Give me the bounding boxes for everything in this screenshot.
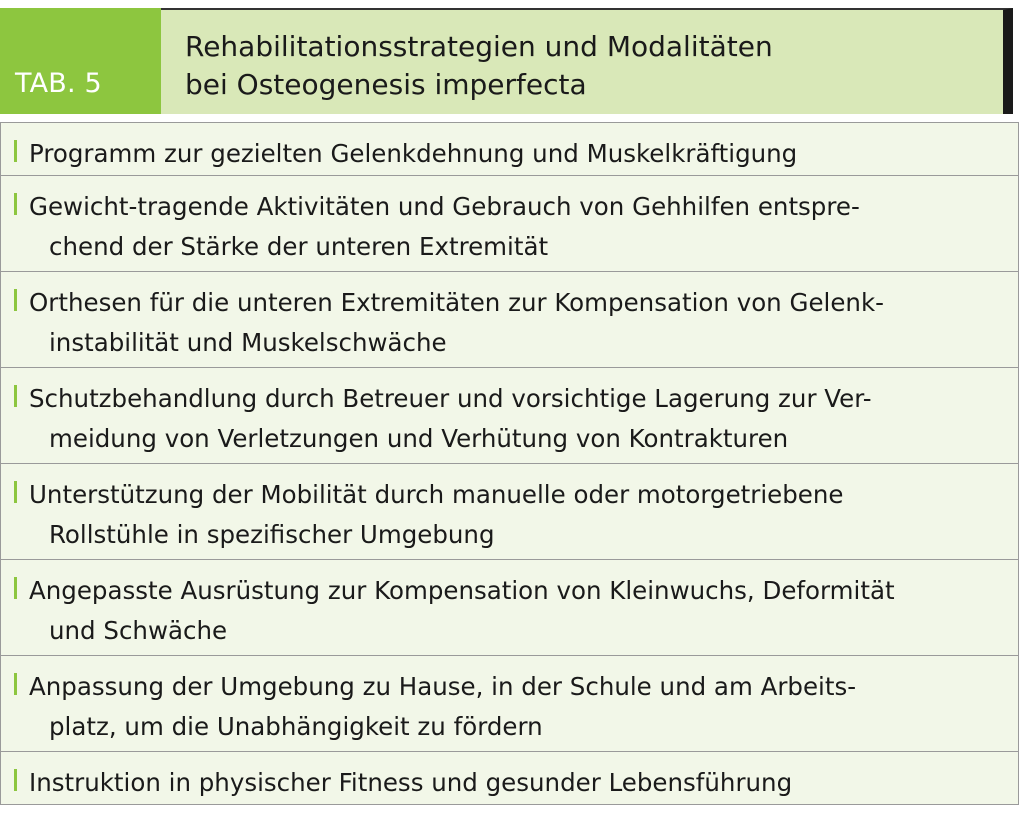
bullet-bar <box>14 577 17 599</box>
bullet-bar <box>14 385 17 407</box>
row-text-line-1: Programm zur gezielten Gelenkdehnung und Muskelkräftigung <box>29 139 798 168</box>
row-text-line-1: Unterstützung der Mobilität durch manuelle oder motorgetriebene <box>29 480 844 509</box>
bullet-bar <box>14 481 17 503</box>
row-text <box>29 187 1009 267</box>
table-header <box>0 0 1024 114</box>
row-text <box>29 763 1009 803</box>
table-body <box>0 122 1019 805</box>
row-text-line-1: Orthesen für die unteren Extremitäten zur Kompensation von Gelenk- <box>29 288 884 317</box>
table-number-box <box>0 8 161 114</box>
table-row <box>1 752 1018 805</box>
row-text-line-1: Schutzbehandlung durch Betreuer und vorsichtige Lagerung zur Ver- <box>29 384 872 413</box>
row-text-line-1: Instruktion in physischer Fitness und gesunder Lebensführung <box>29 768 793 797</box>
bullet-bar <box>14 769 17 791</box>
bullet-bar <box>14 673 17 695</box>
row-text-line-1: Angepasste Ausrüstung zur Kompensation von Kleinwuchs, Deformität <box>29 576 895 605</box>
row-text-line-2: chend der Stärke der unteren Extremität <box>49 232 549 261</box>
bullet-bar <box>14 193 17 215</box>
table-row <box>1 368 1018 464</box>
row-text-line-2: Rollstühle in spezifischer Umgebung <box>49 520 495 549</box>
row-text-line-2: instabilität und Muskelschwäche <box>49 328 447 357</box>
bullet-bar <box>14 289 17 311</box>
row-text <box>29 283 1009 363</box>
table-row <box>1 176 1018 272</box>
table-title-line-2: bei Osteogenesis imperfecta <box>185 68 587 101</box>
row-text <box>29 475 1009 555</box>
table-title-box <box>161 8 1013 114</box>
table-row <box>1 272 1018 368</box>
row-text <box>29 571 1009 651</box>
table-row <box>1 656 1018 752</box>
row-text-line-1: Gewicht-tragende Aktivitäten und Gebrauch von Gehhilfen entspre- <box>29 192 860 221</box>
table-number: TAB. 5 <box>15 68 102 99</box>
row-text-line-2: meidung von Verletzungen und Verhütung von Kontrakturen <box>49 424 789 453</box>
row-text-line-2: und Schwäche <box>49 616 228 645</box>
table-title-line-1: Rehabilitationsstrategien und Modalitäten <box>185 30 773 63</box>
table-row <box>1 464 1018 560</box>
row-text <box>29 379 1009 459</box>
row-text <box>29 134 1009 174</box>
bullet-bar <box>14 140 17 162</box>
table-row <box>1 123 1018 176</box>
row-text-line-1: Anpassung der Umgebung zu Hause, in der Schule und am Arbeits- <box>29 672 857 701</box>
row-text-line-2: platz, um die Unabhängigkeit zu fördern <box>49 712 543 741</box>
row-text <box>29 667 1009 747</box>
table-row <box>1 560 1018 656</box>
